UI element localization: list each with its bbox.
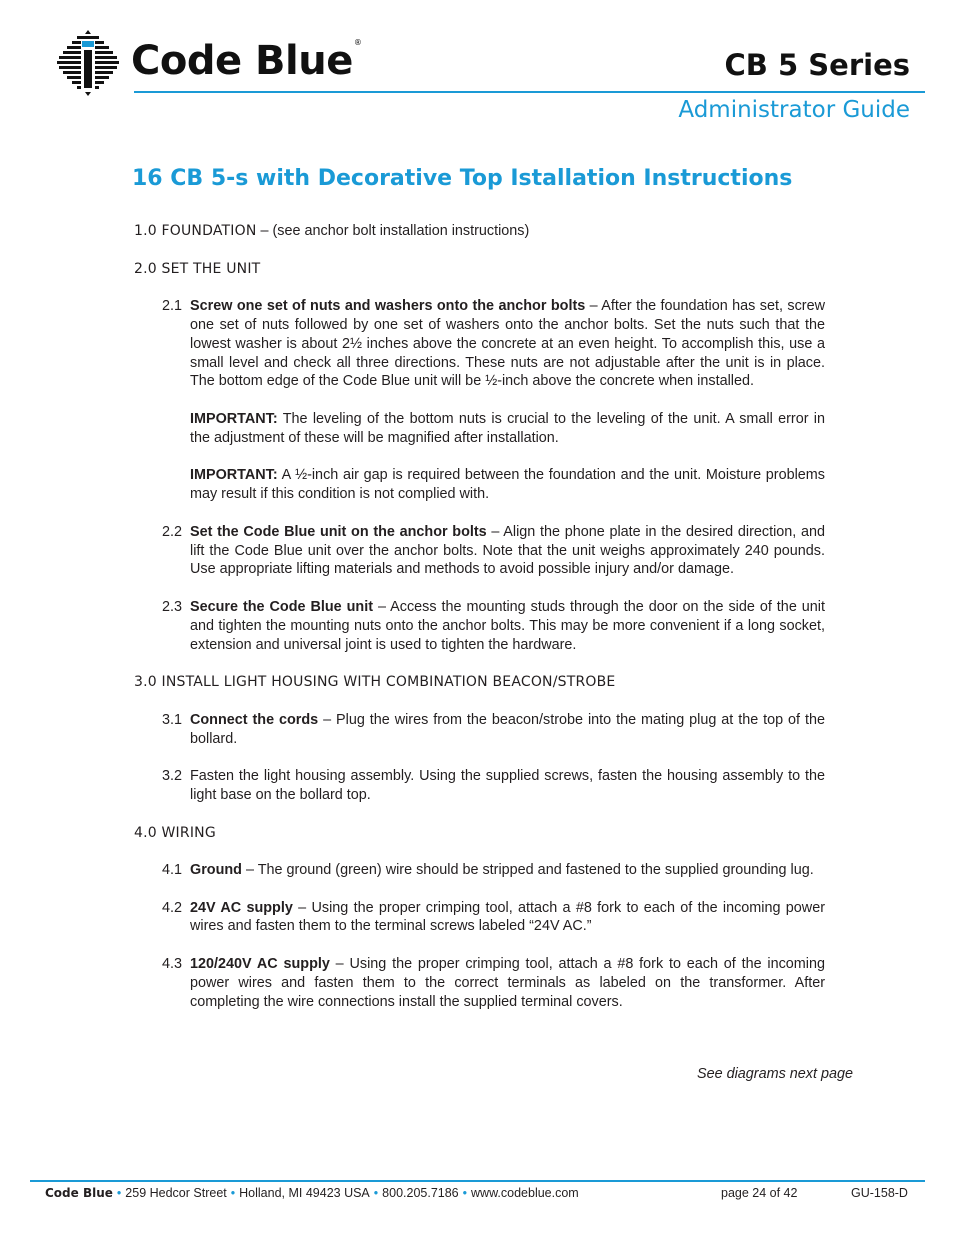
list-item: 4.3 120/240V AC supply – Using the proper crimping tool, attach a #8 fork to each of the incoming power wires and fasten them to the correct terminals as labeled on the transformer. After completing the wire connections install the supplied terminal covers. <box>162 956 825 1010</box>
item-title: Screw one set of nuts and washers onto the anchor bolts <box>190 298 586 315</box>
list-item <box>134 297 825 391</box>
code-blue-logo-icon <box>55 30 121 96</box>
footer-city: Holland, MI 49423 USA <box>239 1186 370 1200</box>
step-heading-foundation: 1.0 FOUNDATION – (see anchor bolt installation instructions) <box>134 223 530 239</box>
instructions-body <box>134 222 825 1011</box>
footer-divider <box>30 1180 925 1182</box>
footer-address: 259 Hedcor Street <box>125 1186 227 1200</box>
important-note: IMPORTANT: A ½-inch air gap is required between the foundation and the unit. Moisture problems may result if this condition is not complied with. <box>190 467 825 503</box>
header-divider <box>134 91 925 93</box>
series-title: CB 5 Series <box>724 48 910 82</box>
footer-contact: Code Blue • 259 Hedcor Street • Holland, MI 49423 USA • 800.205.7186 • www.codeblue.com <box>45 1186 579 1200</box>
list-item: 2.3 Secure the Code Blue unit – Access the mounting studs through the door on the side of the unit and tighten the mounting nuts onto the anchor bolts. This may be more convenient if a long socket, extension and universal joint is used to tighten the hardware. <box>162 598 825 653</box>
list-item: 3.1 Connect the cords – Plug the wires from the beacon/strobe into the mating plug at the top of the bollard. <box>162 711 825 747</box>
guide-subtitle: Administrator Guide <box>678 97 910 123</box>
document-code: GU-158-D <box>851 1186 908 1200</box>
list-item: 4.1 Ground – The ground (green) wire should be stripped and fastened to the supplied grounding lug. <box>162 862 814 879</box>
important-note: IMPORTANT: The leveling of the bottom nuts is crucial to the leveling of the unit. A small error in the adjustment of these will be magnified after installation. <box>190 410 825 446</box>
list-item: 3.2 Fasten the light housing assembly. Using the supplied screws, fasten the housing assembly to the light base on the bollard top. <box>162 768 825 803</box>
section-title: 16 CB 5-s with Decorative Top Istallation Instructions <box>132 166 793 191</box>
footer-brand: Code Blue <box>45 1186 113 1200</box>
diagrams-note: See diagrams next page <box>697 1066 853 1082</box>
footer-website: www.codeblue.com <box>471 1186 579 1200</box>
item-text: – After the foundation has set, screw one set of nuts followed by one set of washers onto the anchor bolts. Set the nuts such that the lowest washer is about 2½ inches above the concrete at an even height. To accomplish this, use a small level and check all three directions. These nuts are not adjustable after the unit is in place. The bottom edge of the Code Blue unit will be ½-inch above the concrete when installed. <box>190 298 825 390</box>
item-number: 2.1 <box>162 298 183 315</box>
step-heading-wiring: 4.0 WIRING <box>134 824 216 841</box>
brand-name: Code Blue® <box>131 38 362 84</box>
footer-phone: 800.205.7186 <box>382 1186 459 1200</box>
page-number: page 24 of 42 <box>721 1186 798 1200</box>
list-item: 2.2 Set the Code Blue unit on the anchor bolts – Align the phone plate in the desired direction, and lift the Code Blue unit over the anchor bolts. Note that the unit weighs approximately 240 pounds. Use appropriate lifting materials and methods to avoid possible injury and/or damage. <box>162 523 825 578</box>
step-heading-light-housing: 3.0 INSTALL LIGHT HOUSING WITH COMBINATION BEACON/STROBE <box>134 674 616 691</box>
list-item: 4.2 24V AC supply – Using the proper crimping tool, attach a #8 fork to each of the incoming power wires and fasten them to the terminal screws labeled “24V AC.” <box>162 899 825 935</box>
step-heading-set-unit: 2.0 SET THE UNIT <box>134 260 261 277</box>
